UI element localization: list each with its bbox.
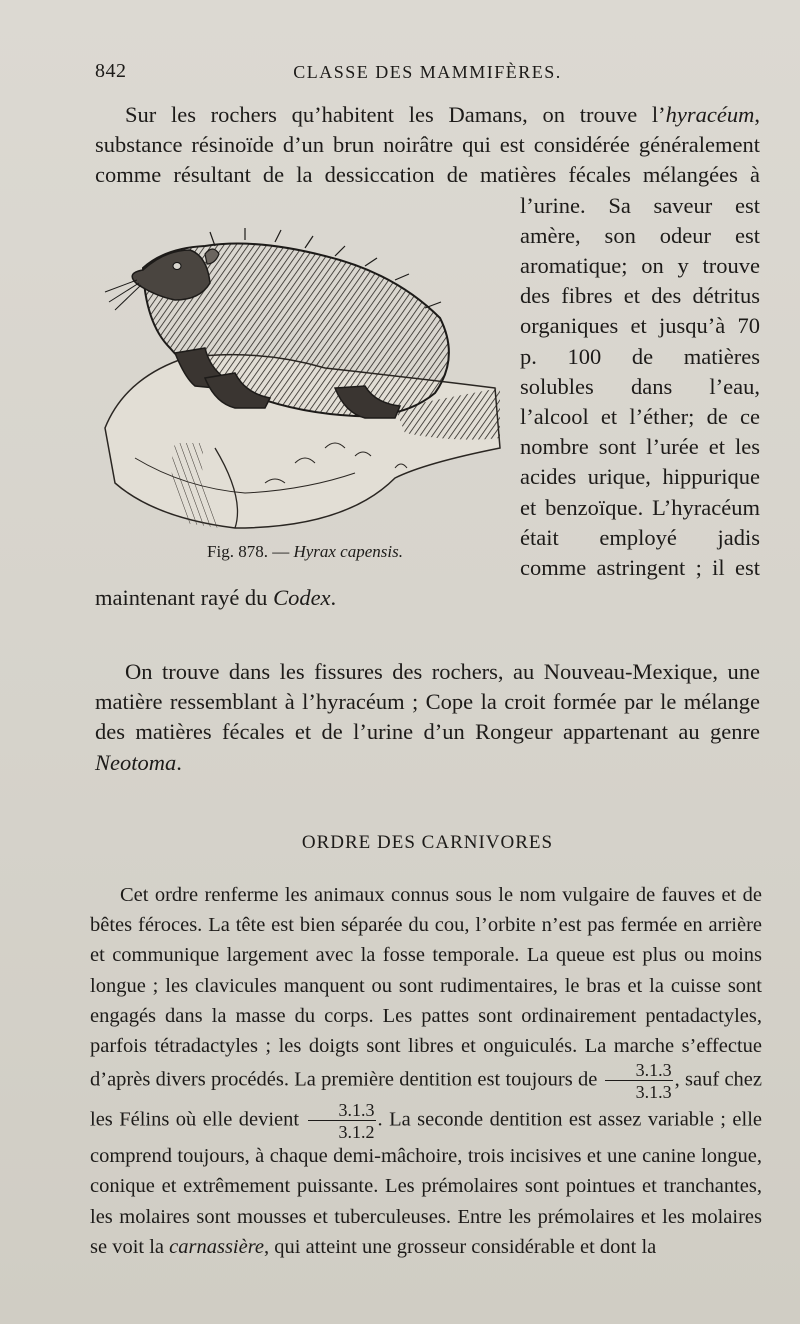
fraction-denominator: 3.1.3 [635, 1082, 672, 1103]
p1-text-c: , substance résinoïde d’un brun noirâtre qui est considérée généralement comme résultant de la dessiccation de matières fécales mélangées à l’urine. Sa saveur est amère, son odeur est aromatique; on y trouve des fibres et des détritus organiques et jusqu’à 70 p. 100 de matières solubles dans l’eau, l’alcool et l’éther; de ce nombre sont l’urée et les acides urique, hippurique et benzoïque. L’hyracéum était employé jadis comme astringent ; il est maintenant rayé du [95, 102, 760, 611]
p1-term-hyraceum: hyracéum [665, 102, 755, 127]
paragraph-carnivores [90, 880, 762, 1262]
p2-term-neotoma: Neotoma [95, 749, 177, 775]
p3-text-a: Cet ordre renferme les animaux connus sous le nom vulgaire de fauves et de bêtes féroces. La tête est bien séparée du cou, l’orbite n’est pas fermée en arrière et communique largement avec la fosse temporale. La queue est plus ou moins longue ; les clavicules manquent ou sont rudimentaires, le bras et la cuisse sont engagés dans la masse du corps. Les pattes sont ordinairement pentadactyles, parfois tétradactyles ; les doigts sont libres et onguiculés. La marche s’effectue d’après divers procédés. La première dentition est toujours de [90, 884, 762, 1091]
fraction-felins-dentition [308, 1101, 376, 1141]
running-title: CLASSE DES MAMMIFÈRES. [293, 62, 562, 82]
paragraph-neotoma [95, 657, 760, 778]
p2-text-a: On trouve dans les fissures des rochers, au Nouveau-Mexique, une matière ressemblant à l’hyracéum ; Cope la croit formée par le mélange des matières fécales et de l’urine d’un Rongeur appartenant au genre [95, 659, 760, 745]
p3-text-b: , sauf chez les Félins où elle devient [90, 1068, 762, 1131]
figure-hyrax [95, 228, 515, 562]
figure-caption [95, 542, 515, 562]
fraction-denominator: 3.1.2 [338, 1122, 375, 1143]
figure-species-name: Hyrax capensis. [293, 542, 403, 561]
fraction-first-dentition [605, 1061, 673, 1101]
p3-text-c: . La seconde dentition est assez variable ; elle comprend toujours, à chaque demi-mâchoire, trois incisives et une canine longue, conique et extrêmement puissante. Les prémolaires sont pointues et tranchantes, les molaires sont mousses et tuberculeuses. Entre les prémolaires et les molaires se voit la [90, 1108, 762, 1258]
p3-text-e: , qui atteint une grosseur considérable et dont la [264, 1235, 657, 1258]
figure-number: Fig. 878. — [207, 542, 290, 561]
p1-term-codex: Codex [273, 585, 331, 611]
section-heading: ORDRE DES CARNIVORES [301, 832, 554, 853]
p1-text-a: Sur les rochers qu’habitent les Damans, on trouve l’ [125, 102, 666, 127]
hyrax-illustration [95, 228, 505, 538]
p2-text-c: . [176, 749, 182, 775]
p3-term-carnassiere: carnassière [169, 1235, 265, 1258]
p1-text-e: . [330, 585, 337, 611]
page-header [95, 60, 760, 90]
fraction-numerator: 3.1.3 [605, 1061, 673, 1081]
page-number: 842 [95, 60, 127, 82]
fraction-numerator: 3.1.3 [308, 1101, 376, 1121]
